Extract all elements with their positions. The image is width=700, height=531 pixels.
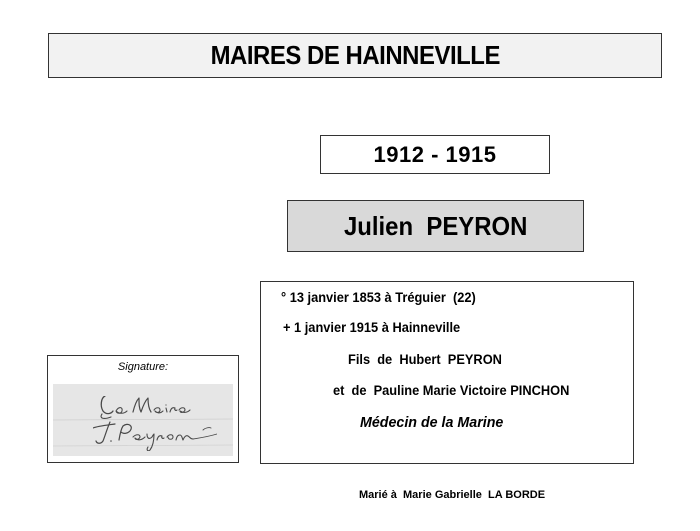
biography-box [260,281,634,464]
term-box [320,135,550,174]
father-line: Fils de Hubert PEYRON [348,352,502,367]
mayor-name: Julien PEYRON [343,210,528,241]
birth-line: ° 13 janvier 1853 à Tréguier (22) [281,290,476,305]
death-line: + 1 janvier 1915 à Hainneville [283,320,461,335]
signature-box [47,355,239,463]
mayor-name-box [287,200,584,252]
marriage-line: Marié à Marie Gabrielle LA BORDE [359,489,546,501]
signature-label: Signature: [117,361,169,373]
signature-handwriting [53,384,233,456]
profession-line: Médecin de la Marine [360,414,504,431]
signature-image [53,384,233,456]
title-box [48,33,662,78]
term-years: 1912 - 1915 [373,141,497,167]
page-title: MAIRES DE HAINNEVILLE [210,40,500,70]
mother-line: et de Pauline Marie Victoire PINCHON [333,383,570,398]
